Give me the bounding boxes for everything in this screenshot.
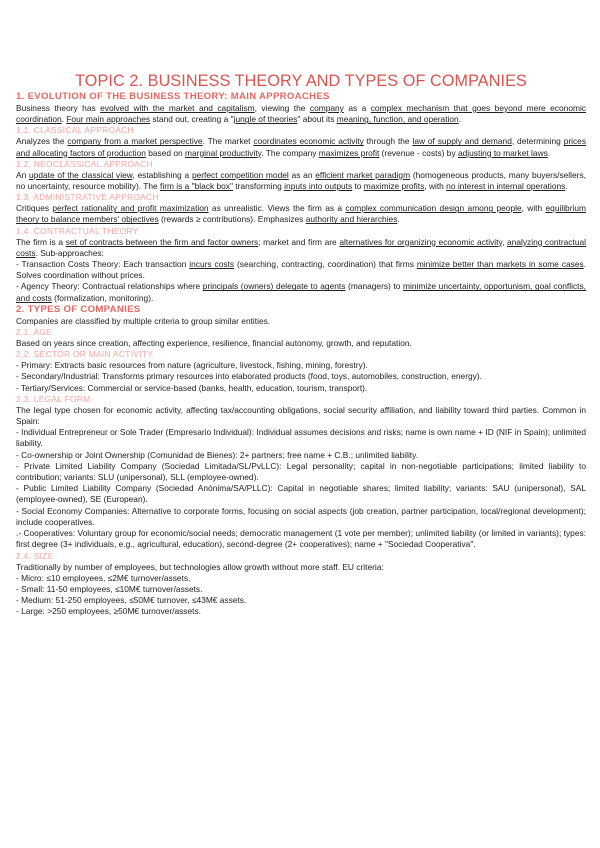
subsection-1-2-heading: 1.2. NEOCLASSICAL APPROACH	[16, 158, 153, 169]
underlined-phrase: principals (owners) delegate to agents	[202, 281, 346, 292]
size-item-small: - Small: 11-50 employees, ≤10M€ turnover/assets.	[16, 583, 203, 594]
underlined-phrase: update of the classical view	[29, 169, 133, 180]
underlined-phrase: complex communication design among people	[345, 203, 522, 214]
subsection-1-4-heading: 1.4. CONTRACTUAL THEORY	[16, 225, 139, 236]
underlined-phrase: company from a market perspective	[67, 136, 203, 147]
underlined-phrase: analyzing contractual costs	[16, 236, 586, 258]
underlined-phrase: equilibrium theory to balance members' objectives	[16, 203, 586, 225]
underlined-phrase: law of supply and demand	[412, 136, 512, 147]
underlined-phrase: complex mechanism that goes beyond mere economic coordination	[16, 103, 586, 125]
underlined-phrase: jungle of theories	[233, 114, 298, 125]
section-2-heading: 2. TYPES OF COMPANIES	[16, 303, 141, 315]
subsection-1-1-text: Analyzes the company from a market perspective. The market coordinates economic activity through the law of supply and demand, determining prices and allocating factors of production based on marginal productivity. The company maximizes profit (revenue - costs) by adjusting to market laws.	[16, 136, 587, 158]
underlined-phrase: perfect rationality and profit maximization	[52, 203, 209, 214]
subsection-2-3-heading: 2.3. LEGAL FORM	[16, 393, 91, 404]
size-item-micro: - Micro: ≤10 employees, ≤2M€ turnover/assets.	[16, 572, 191, 583]
underlined-phrase: minimize better than markets in some cases	[416, 259, 584, 270]
underlined-phrase: perfect competition model	[191, 169, 289, 180]
size-item-large: - Large: >250 employees, ≥50M€ turnover/assets.	[16, 606, 201, 617]
underlined-phrase: no interest in internal operations	[446, 181, 566, 192]
subsection-1-3-heading: 1.3. ADMINISTRATIVE APPROACH	[16, 192, 159, 203]
legal-form-item-social-economy: - Social Economy Companies: Alternative to corporate forms, focusing on social aspects (job creation, partner participation, local/regional development); include cooperatives.	[16, 505, 586, 527]
agency-theory-item: - Agency Theory: Contractual relationships where principals (owners) delegate to agents (managers) to minimize uncertainty, opportunism, goal conflicts, and costs (formalization, monitoring).	[16, 281, 586, 303]
subsection-1-1-heading: 1.1. CLASSICAL APPROACH	[16, 125, 134, 136]
legal-form-item-cooperatives: .- Cooperatives: Voluntary group for economic/social needs; democratic management (1 vote per member); unlimited liability (or limited in variants); types: first degree (3+ individuals, e.g., agricultural, education), second-degree (2+ cooperatives); name + "Sociedad Cooperativa".	[16, 528, 586, 550]
page-title: TOPIC 2. BUSINESS THEORY AND TYPES OF COMPANIES	[75, 72, 527, 90]
subsection-2-2-heading: 2.2. SECTOR OR MAIN ACTIVITY	[16, 349, 154, 360]
legal-form-item-sole-trader: - Individual Entrepreneur or Sole Trader (Empresario Individual): Individual assumes decisions and risks; name is own name + ID (NIF in Spain); unlimited liability.	[16, 427, 586, 449]
subsection-2-1-heading: 2.1. AGE	[16, 327, 52, 338]
legal-form-item-public-limited: - Public Limited Liability Company (Sociedad Anónima/SA/PLLC): Capital in negotiable shares; limited liability; variants: SAU (unipersonal), SAL (employee-owned), SE (European).	[16, 483, 586, 505]
sector-item-primary: - Primary: Extracts basic resources from nature (agriculture, livestock, fishing, mining, forestry).	[16, 360, 368, 371]
underlined-phrase: maximizes profit	[318, 147, 380, 158]
underlined-phrase: efficient market paradigm	[315, 169, 411, 180]
underlined-phrase: maximize profits	[363, 181, 425, 192]
underlined-phrase: company	[309, 103, 344, 113]
underlined-phrase: alternatives for organizing economic activity	[339, 236, 503, 247]
section-2-intro: Companies are classified by multiple criteria to group similar entities.	[16, 315, 271, 326]
legal-form-item-co-ownership: - Co-ownership or Joint Ownership (Comunidad de Bienes): 2+ partners; free name + C.B.; unlimited liability.	[16, 449, 419, 460]
underlined-phrase: meaning, function, and operation	[336, 114, 459, 125]
subsection-2-3-text: The legal type chosen for economic activity, affecting tax/accounting obligations, social security affiliation, and liability toward third parties. Common in Spain:	[16, 404, 586, 427]
subsection-1-3-text: Critiques perfect rationality and profit maximization as unrealistic. Views the firm as a complex communication design among people, with equilibrium theory to balance members' objectives (rewards ≥ contributions). Emphasizes authority and hierarchies.	[16, 203, 586, 225]
underlined-phrase: inputs into outputs	[284, 181, 353, 192]
subsection-2-4-text: Traditionally by number of employees, but technologies allow growth without more staff. EU criteria:	[16, 561, 384, 572]
section-1-intro: Business theory has evolved with the market and capitalism, viewing the company as a complex mechanism that goes beyond mere economic coordination. Four main approaches stand out, creating a "jungle of theories" about its meaning, function, and operation.	[16, 103, 586, 125]
underlined-phrase: evolved with the market and capitalism	[100, 103, 255, 113]
underlined-phrase: authority and hierarchies	[305, 214, 398, 225]
subsection-2-1-text: Based on years since creation, affecting experience, resilience, financial autonomy, growth, and reputation.	[16, 338, 412, 349]
size-item-medium: - Medium: 51-250 employees, ≤50M€ turnover, ≤43M€ assets.	[16, 595, 247, 606]
underlined-phrase: coordinates economic activity	[253, 136, 364, 147]
legal-form-item-private-limited: - Private Limited Liability Company (Sociedad Limitada/SL/PvLLC): Legal personality; capital in non-negotiable participations; limited liability to contribution; variants: SLU (unipersonal), SLL (employee-owned).	[16, 460, 586, 483]
underlined-phrase: set of contracts between the firm and factor owners	[65, 236, 259, 247]
underlined-phrase: incurs costs	[189, 259, 235, 270]
underlined-phrase: marginal productivity	[185, 147, 262, 158]
underlined-phrase: firm is a "black box"	[160, 181, 233, 192]
subsection-1-2-text: An update of the classical view, establishing a perfect competition model as an efficient market paradigm (homogeneous products, many buyers/sellers, no uncertainty, resource mobility). The firm is a "black box" transforming inputs into outputs to maximize profits, with no interest in internal operations.	[16, 169, 586, 192]
subsection-2-4-heading: 2.4. SIZE	[16, 550, 54, 561]
underlined-phrase: minimize uncertainty, opportunism, goal conflicts, and costs	[16, 281, 586, 303]
underlined-phrase: adjusting to market laws	[457, 147, 548, 158]
sector-item-secondary: - Secondary/Industrial: Transforms primary resources into elaborated products (food, toys, automobiles, construction, energy).	[16, 371, 482, 382]
section-1-heading: 1. EVOLUTION OF THE BUSINESS THEORY: MAIN APPROACHES	[16, 91, 330, 102]
transaction-costs-item: - Transaction Costs Theory: Each transaction incurs costs (searching, contracting, coordination) that firms minimize better than markets in some cases. Solves coordination without prices.	[16, 259, 587, 281]
underlined-phrase: prices and allocating factors of production	[16, 136, 587, 158]
underlined-phrase: Four main approaches	[66, 114, 151, 125]
subsection-1-4-text: The firm is a set of contracts between the firm and factor owners; market and firm are alternatives for organizing economic activity, analyzing contractual costs. Sub-approaches:	[16, 236, 586, 258]
sector-item-tertiary: - Tertiary/Services: Commercial or service-based (banks, health, education, tourism, transport).	[16, 382, 368, 393]
